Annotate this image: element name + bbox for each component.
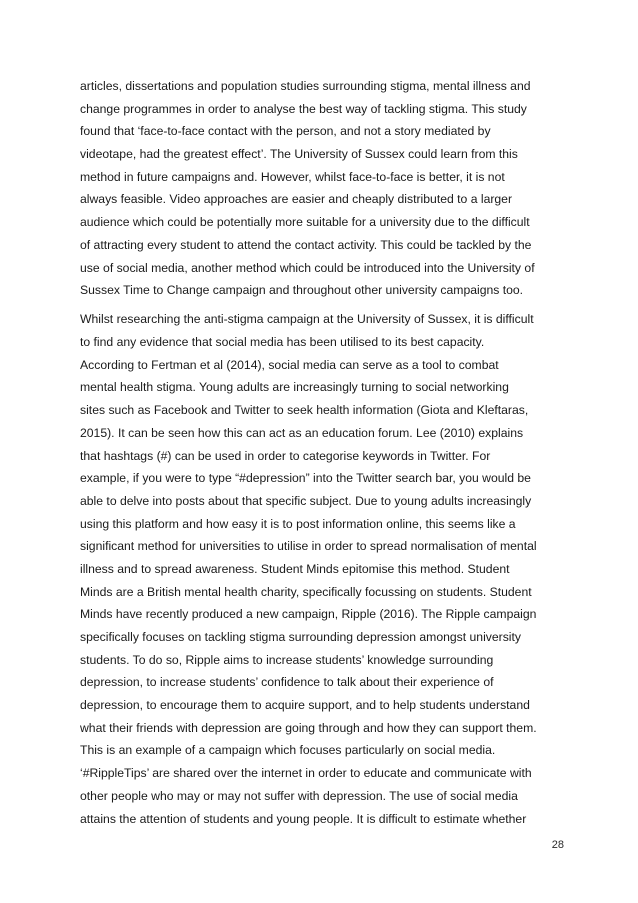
text-line: According to Fertman et al (2014), social media can serve as a tool to combat <box>80 357 499 372</box>
text-line: able to delve into posts about that specific subject. Due to young adults increasingly <box>80 493 532 508</box>
text-line: 2015). It can be seen how this can act as an education forum. Lee (2010) explains <box>80 425 524 440</box>
text-line: students. To do so, Ripple aims to increase students’ knowledge surrounding <box>80 652 494 667</box>
text-line: specifically focuses on tackling stigma surrounding depression amongst university <box>80 630 521 644</box>
text-line: that hashtags (#) can be used in order to categorise keywords in Twitter. For <box>80 448 491 463</box>
text-line: videotape, had the greatest effect’. The University of Sussex could learn from this <box>80 147 518 162</box>
paragraph-2 <box>80 308 562 830</box>
text-line: to find any evidence that social media has been utilised to its best capacity. <box>80 335 485 350</box>
text-line: Minds are a British mental health charity, specifically focussing on students. Student <box>80 584 532 599</box>
text-line: Minds have recently produced a new campaign, Ripple (2016). The Ripple campaign <box>80 607 537 622</box>
text-line: other people who may or may not suffer with depression. The use of social media <box>80 788 518 803</box>
text-line: This is an example of a campaign which focuses particularly on social media. <box>80 743 496 758</box>
text-line: audience which could be potentially more suitable for a university due to the difficult <box>80 215 530 230</box>
body-text <box>80 75 562 830</box>
text-line: articles, dissertations and population studies surrounding stigma, mental illness and <box>80 79 531 93</box>
text-line: change programmes in order to analyse the best way of tackling stigma. This study <box>80 101 527 116</box>
text-line: using this platform and how easy it is to post information online, this seems like a <box>80 516 516 531</box>
text-line: sites such as Facebook and Twitter to seek health information (Giota and Kleftaras, <box>80 403 529 418</box>
text-line: depression, to encourage them to acquire support, and to help students understand <box>80 698 530 713</box>
text-line: depression, to increase students’ confidence to talk about their experience of <box>80 675 494 690</box>
text-line: Sussex Time to Change campaign and throughout other university campaigns too. <box>80 283 524 298</box>
text-line: what their friends with depression are going through and how they can support them. <box>80 720 537 735</box>
text-line: use of social media, another method which could be introduced into the University of <box>80 260 535 275</box>
text-line: ‘#RippleTips’ are shared over the internet in order to educate and communicate with <box>80 766 532 781</box>
text-line: always feasible. Video approaches are easier and cheaply distributed to a larger <box>80 192 513 207</box>
text-line: of attracting every student to attend the contact activity. This could be tackled by the <box>80 237 532 252</box>
text-line: method in future campaigns and. However, whilst face-to-face is better, it is not <box>80 169 505 184</box>
paragraph-1 <box>80 75 562 302</box>
page-number: 28 <box>551 839 564 851</box>
text-line: illness and to spread awareness. Student Minds epitomise this method. Student <box>80 561 510 576</box>
text-line: mental health stigma. Young adults are increasingly turning to social networking <box>80 380 509 395</box>
text-line: significant method for universities to utilise in order to spread normalisation of mental <box>80 539 537 554</box>
text-line: example, if you were to type “#depression” into the Twitter search bar, you would be <box>80 471 531 486</box>
text-line: found that ‘face-to-face contact with the person, and not a story mediated by <box>80 124 491 139</box>
text-line: attains the attention of students and young people. It is difficult to estimate whether <box>80 811 527 826</box>
text-line: Whilst researching the anti-stigma campaign at the University of Sussex, it is difficult <box>80 312 534 327</box>
